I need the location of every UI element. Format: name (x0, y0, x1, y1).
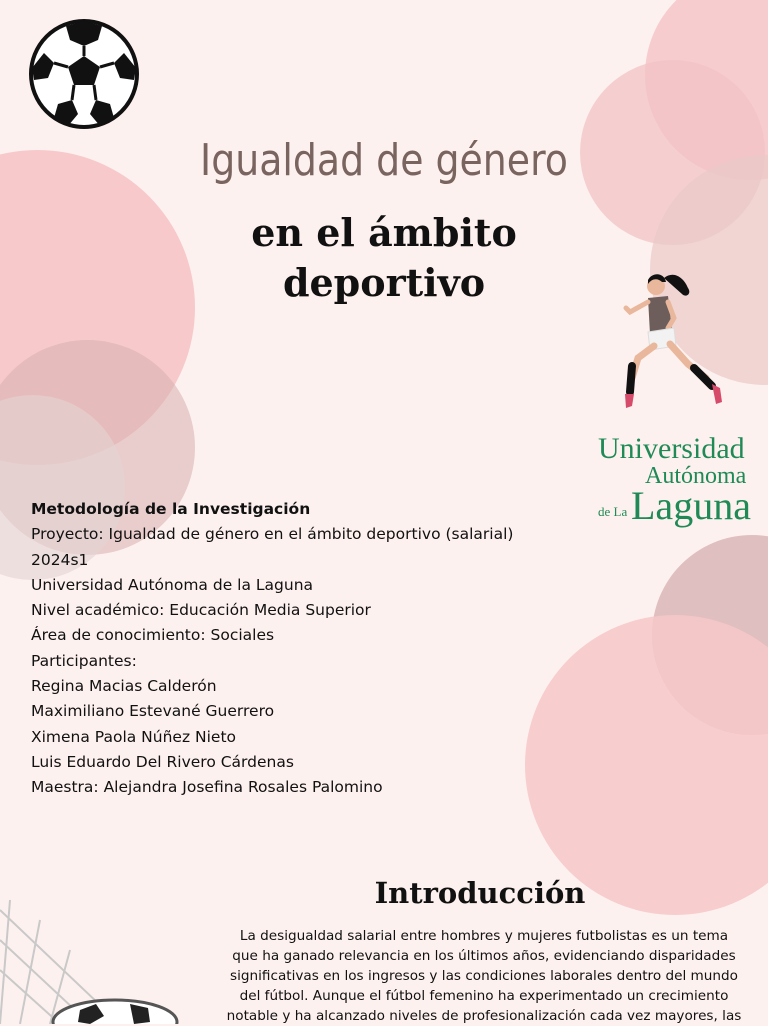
info-line: Área de conocimiento: Sociales (31, 626, 275, 645)
info-line: Nivel académico: Educación Media Superior (31, 601, 371, 620)
subtitle-line-1: en el ámbito (251, 210, 517, 255)
info-line: Universidad Autónoma de la Laguna (31, 575, 314, 594)
goal-net-illustration (0, 900, 200, 1024)
page-subtitle (200, 208, 568, 308)
logo-line-1: Universidad (598, 432, 745, 465)
intro-line: La desigualdad salarial entre hombres y mujeres futbolistas es un tema (239, 928, 729, 944)
logo-line-4: Laguna (631, 483, 751, 528)
soccer-ball-icon (28, 18, 140, 130)
intro-line: notable y ha alcanzado niveles de profesionalización cada vez mayores, las (226, 1008, 742, 1024)
intro-line: significativas en los ingresos y las condiciones laborales dentro del mundo (230, 968, 738, 984)
info-line: Ximena Paola Núñez Nieto (31, 727, 237, 746)
intro-heading: Introducción (374, 876, 586, 910)
project-info (31, 497, 631, 801)
info-line: Maestra: Alejandra Josefina Rosales Palomino (31, 778, 383, 797)
subtitle-line-2: deportivo (282, 260, 486, 305)
logo-line-3: de La (598, 504, 628, 519)
info-line: Regina Macias Calderón (31, 677, 217, 696)
page-title: Igualdad de género (200, 135, 568, 186)
logo-line-2: Autónoma (645, 463, 747, 489)
female-soccer-player-illustration (612, 268, 732, 418)
intro-line: que ha ganado relevancia en los últimos años, evidenciando disparidades (232, 948, 736, 964)
intro-line: del fútbol. Aunque el fútbol femenino ha experimentado un crecimiento (239, 988, 729, 1004)
info-line: Proyecto: Igualdad de género en el ámbito deportivo (salarial) (31, 525, 514, 544)
info-line: 2024s1 (31, 550, 89, 569)
info-line: Maximiliano Estevané Guerrero (31, 702, 275, 721)
intro-paragraph (200, 926, 768, 1026)
info-heading: Metodología de la Investigación (31, 500, 311, 518)
info-line: Luis Eduardo Del Rivero Cárdenas (31, 752, 294, 771)
info-line: Participantes: (31, 651, 137, 670)
